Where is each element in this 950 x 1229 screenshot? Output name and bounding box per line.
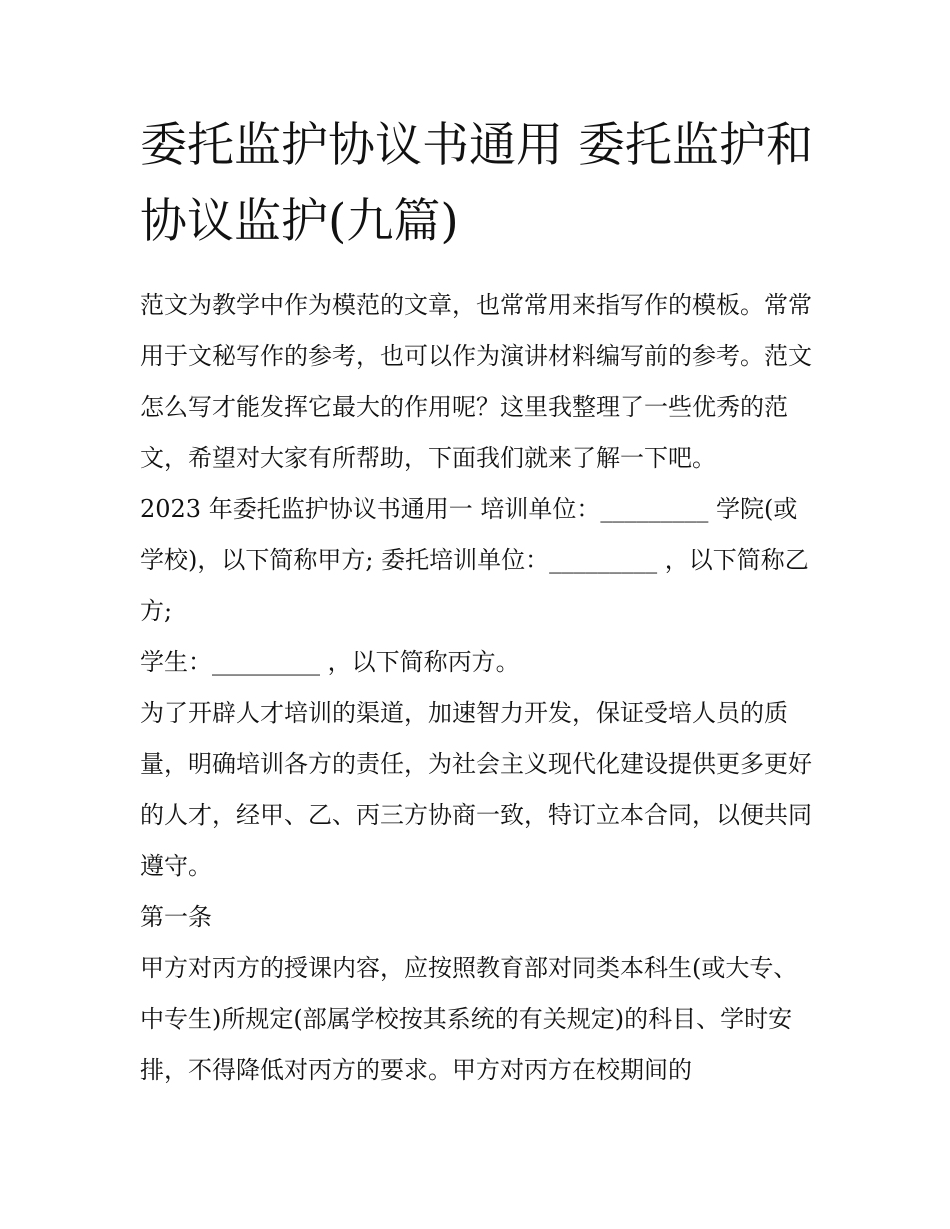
document-body [140,280,815,1096]
purpose-paragraph: 为了开辟人才培训的渠道，加速智力开发，保证受培人员的质量，明确培训各方的责任，为社会主义现代化建设提供更多更好的人才，经甲、乙、丙三方协商一致，特订立本合同，以便共同遵守。 [140,699,812,880]
document-page [140,108,815,1096]
parties-paragraph: 2023 年委托监护协议书通用一 培训单位：_________ 学院(或学校)，以下简称甲方; 委托培训单位：_________ ，以下简称乙方; [140,495,809,625]
document-title: 委托监护协议书通用 委托监护和协议监护(九篇) [140,118,813,249]
article-heading: 第一条 [140,903,212,931]
article-one-paragraph: 甲方对丙方的授课内容，应按照教育部对同类本科生(或大专、中专生)所规定(部属学校按其系统的有关规定)的科目、学时安排，不得降低对丙方的要求。甲方对丙方在校期间的 [140,954,798,1084]
intro-paragraph: 范文为教学中作为模范的文章，也常常用来指写作的模板。常常用于文秘写作的参考，也可以作为演讲材料编写前的参考。范文怎么写才能发挥它最大的作用呢？这里我整理了一些优秀的范文，希望对大家有所帮助，下面我们就来了解一下吧。 [140,291,812,472]
student-paragraph: 学生：_________ ，以下简称丙方。 [140,648,520,676]
